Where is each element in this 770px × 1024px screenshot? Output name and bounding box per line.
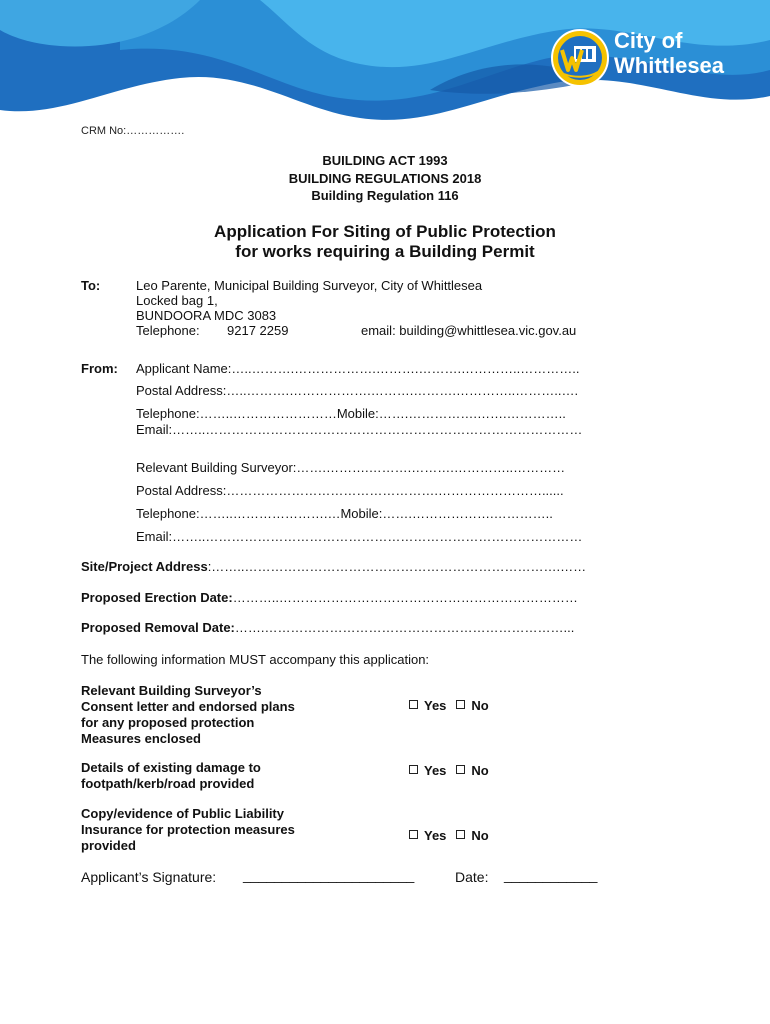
yes-label: Yes — [424, 828, 447, 843]
act-heading-3: Building Regulation 116 — [311, 188, 459, 203]
check-item-2-options — [409, 763, 499, 778]
to-phone: 9217 2259 — [227, 323, 289, 338]
to-line1: Leo Parente, Municipal Building Surveyor, City of Whittlesea — [136, 278, 483, 293]
surveyor-phone-mobile-field[interactable]: Telephone:……..………………….…Mobile:…….……………….………….. — [136, 506, 553, 521]
check-item-1-line: Relevant Building Surveyor’s — [81, 683, 262, 698]
date-line[interactable]: ____________ — [504, 867, 598, 883]
yes-checkbox[interactable] — [409, 700, 418, 709]
applicant-email-field[interactable]: Email:……..…………………………………………………………………………… — [136, 422, 583, 437]
check-item-2-label — [81, 760, 261, 792]
surveyor-postal-field[interactable]: Postal Address:………………………………………….……………………...... — [136, 483, 564, 498]
removal-date-label: Proposed Removal Date: — [81, 620, 235, 635]
to-email: email: building@whittlesea.vic.gov.au — [361, 323, 577, 338]
no-checkbox[interactable] — [456, 765, 465, 774]
check-item-2-line: footpath/kerb/road provided — [81, 776, 255, 791]
site-address-label: Site/Project Address — [81, 559, 208, 574]
removal-date-dots: …….……………………………………………………………... — [234, 620, 575, 635]
to-label: To: — [81, 278, 101, 293]
yes-checkbox[interactable] — [409, 765, 418, 774]
no-checkbox[interactable] — [456, 700, 465, 709]
applicant-phone-mobile-field[interactable]: Telephone:……..……………………Mobile:…….…………….…….………….. — [136, 406, 566, 421]
check-item-3-line: Copy/evidence of Public Liability — [81, 806, 284, 821]
to-line2: Locked bag 1, — [136, 293, 218, 308]
site-address-row[interactable] — [81, 559, 586, 574]
signature-label: Applicant’s Signature: — [81, 869, 217, 885]
from-label: From: — [81, 361, 118, 376]
signature-line[interactable]: ______________________ — [243, 867, 415, 883]
logo-text-line1: City of — [614, 28, 683, 53]
check-item-1-label — [81, 683, 381, 747]
applicant-postal-field[interactable]: Postal Address:…..……….……………….……….……….…………..………..…. — [136, 383, 579, 398]
erection-date-label: Proposed Erection Date: — [81, 590, 233, 605]
check-item-1-options — [409, 698, 499, 713]
erection-date-row[interactable] — [81, 590, 578, 605]
date-label: Date: — [455, 869, 489, 885]
check-item-1-line: for any proposed protection — [81, 715, 255, 730]
surveyor-email-field[interactable]: Email:……..…………………………………………………………………………… — [136, 529, 583, 544]
yes-label: Yes — [424, 698, 447, 713]
city-logo-emblem — [550, 28, 610, 88]
check-item-3-options — [409, 828, 499, 843]
act-heading-1: BUILDING ACT 1993 — [322, 153, 448, 168]
erection-date-dots: ………..…………………………………………………………… — [232, 590, 578, 605]
no-label: No — [471, 763, 489, 778]
page-title-line2: for works requiring a Building Permit — [235, 242, 535, 261]
removal-date-row[interactable] — [81, 620, 574, 635]
act-heading-2: BUILDING REGULATIONS 2018 — [288, 171, 482, 186]
no-checkbox[interactable] — [456, 830, 465, 839]
applicant-name-field[interactable]: Applicant Name:…..……….……………….……….……….…………..………….. — [136, 361, 580, 376]
site-address-dots: :……..……………………………………………………………….…… — [207, 559, 587, 574]
logo-text-line2: Whittlesea — [614, 53, 725, 78]
info-note: The following information MUST accompany this application: — [81, 652, 430, 667]
check-item-3-line: Insurance for protection measures — [81, 822, 295, 837]
check-item-3-label — [81, 806, 295, 854]
to-phone-label: Telephone: — [136, 323, 200, 338]
no-label: No — [471, 828, 489, 843]
surveyor-field[interactable]: Relevant Building Surveyor:…….……….……….……….…………..………… — [136, 460, 566, 475]
crm-number: CRM No:……………. — [81, 125, 185, 137]
header-banner — [0, 0, 770, 128]
check-item-1-line: Consent letter and endorsed plans — [81, 699, 295, 714]
to-line3: BUNDOORA MDC 3083 — [136, 308, 277, 323]
yes-checkbox[interactable] — [409, 830, 418, 839]
check-item-2-line: Details of existing damage to — [81, 760, 261, 775]
yes-label: Yes — [424, 763, 447, 778]
check-item-1-line: Measures enclosed — [81, 731, 201, 746]
no-label: No — [471, 698, 489, 713]
page-title-line1: Application For Siting of Public Protection — [214, 222, 556, 241]
check-item-3-line: provided — [81, 838, 136, 853]
